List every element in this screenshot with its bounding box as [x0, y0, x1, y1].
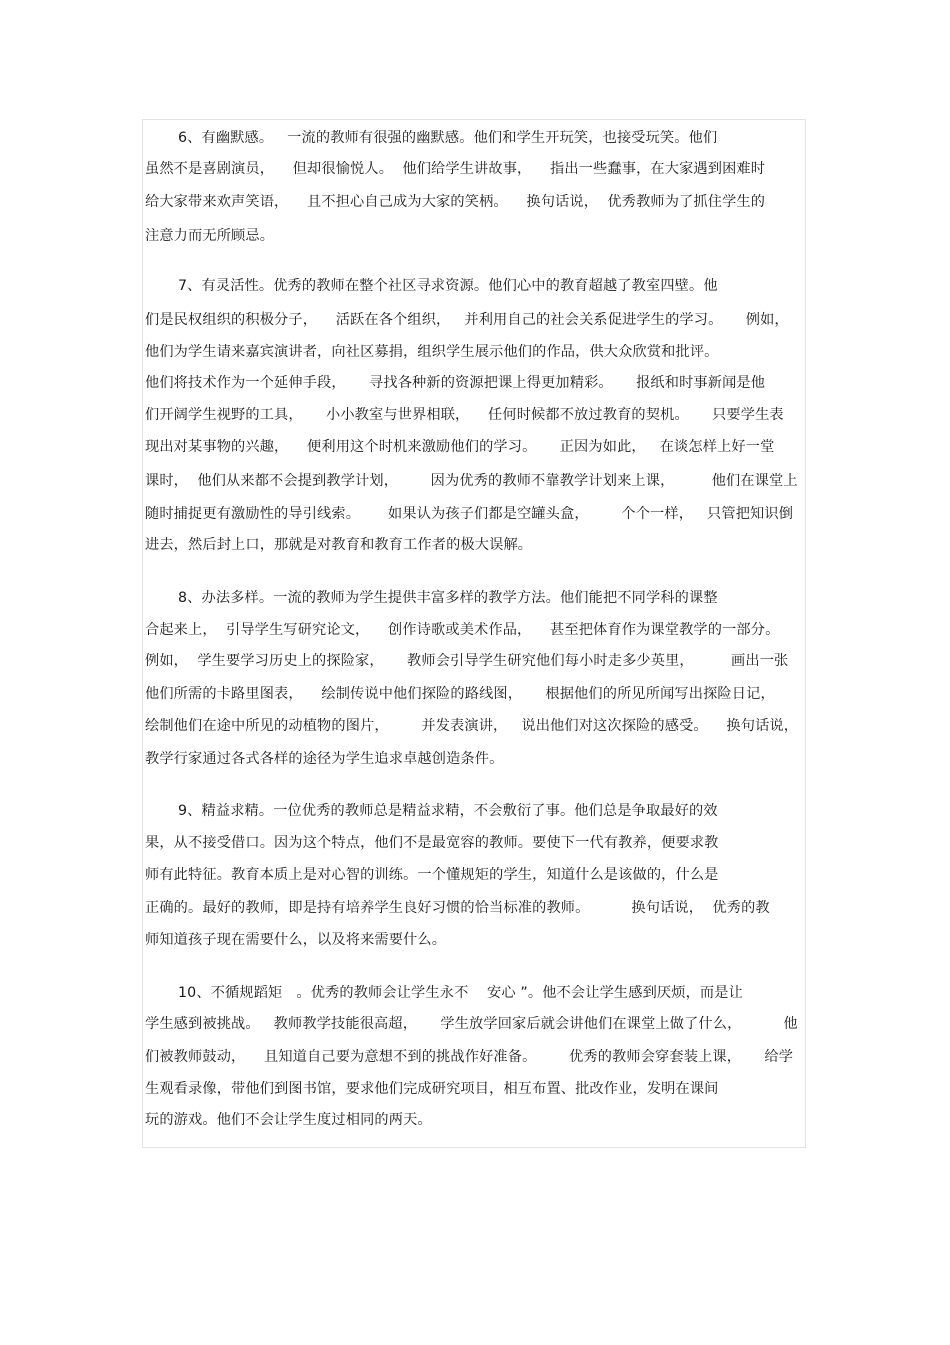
paragraph-10-line-2: 学生感到被挑战。 教师教学技能很高超， 学生放学回家后就会讲他们在课堂上做了什么， 他	[145, 1016, 798, 1032]
paragraph-9-line-2: 果，从不接受借口。因为这个特点，他们不是最宽容的教师。要使下一代有教养，便要求教	[145, 835, 719, 851]
paragraph-6-line-3: 给大家带来欢声笑语， 且不担心自己成为大家的笑柄。 换句话说， 优秀教师为了抓住学生的	[145, 194, 766, 210]
paragraph-6-line-1: 6、有幽默感。 一流的教师有很强的幽默感。他们和学生开玩笑，也接受玩笑。他们	[178, 130, 718, 146]
paragraph-7-line-7: 课时， 他们从来都不会提到教学计划， 因为优秀的教师不靠教学计划来上课， 他们在课堂上	[145, 473, 798, 489]
paragraph-10-line-4: 生观看录像，带他们到图书馆，要求他们完成研究项目，相互布置、批改作业，发明在课间	[145, 1081, 719, 1097]
paragraph-8-line-1: 8、办法多样。一流的教师为学生提供丰富多样的教学方法。他们能把不同学科的课整	[178, 590, 718, 606]
paragraph-7-line-5: 们开阔学生视野的工具， 小小教室与世界相联， 任何时候都不放过教育的契机。 只要学生表	[145, 407, 784, 423]
paragraph-8-line-3: 例如， 学生要学习历史上的探险家， 教师会引导学生研究他们每小时走多少英里， 画出一张	[145, 653, 789, 669]
paragraph-7-line-6: 现出对某事物的兴趣， 便利用这个时机来激励他们的学习。 正因为如此， 在谈怎样上好一堂	[145, 439, 775, 455]
paragraph-7-line-4: 他们将技术作为一个延伸手段， 寻找各种新的资源把课上得更加精彩。 报纸和时事新闻是他	[145, 375, 766, 391]
paragraph-9-line-4: 正确的。最好的教师，即是持有培养学生良好习惯的恰当标准的教师。 换句话说， 优秀的教	[145, 900, 770, 916]
paragraph-9-line-5: 师知道孩子现在需要什么，以及将来需要什么。	[145, 932, 447, 948]
paragraph-10-line-3: 们被教师鼓动， 且知道自己要为意想不到的挑战作好准备。 优秀的教师会穿套装上课， 给学	[145, 1049, 794, 1065]
paragraph-8-line-6: 教学行家通过各式各样的途径为学生追求卓越创造条件。	[145, 751, 504, 767]
paragraph-8-line-4: 他们所需的卡路里图表， 绘制传说中他们探险的路线图， 根据他们的所见所闻写出探险日记，	[145, 686, 775, 702]
paragraph-10-line-5: 玩的游戏。他们不会让学生度过相同的两天。	[145, 1112, 432, 1128]
paragraph-9-line-3: 师有此特征。教育本质上是对心智的训练。一个懂规矩的学生，知道什么是该做的，什么是	[145, 867, 719, 883]
paragraph-7-line-1: 7、有灵活性。优秀的教师在整个社区寻求资源。他们心中的教育超越了教室四壁。他	[178, 278, 718, 294]
paragraph-9-line-1: 9、精益求精。一位优秀的教师总是精益求精，不会敷衍了事。他们总是争取最好的效	[178, 803, 718, 819]
paragraph-6-line-2: 虽然不是喜剧演员， 但却很愉悦人。 他们给学生讲故事， 指出一些蠢事，在大家遇到困难时	[145, 161, 766, 177]
paragraph-10-line-1: 10、不循规蹈矩 。优秀的教师会让学生永不 安心 ”。他不会让学生感到厌烦，而是让	[178, 985, 743, 1001]
paragraph-8-line-5: 绘制他们在途中所见的动植物的图片， 并发表演讲， 说出他们对这次探险的感受。 换句话说，	[145, 718, 799, 734]
paragraph-7-line-9: 进去，然后封上口，那就是对教育和教育工作者的极大误解。	[145, 537, 533, 553]
paragraph-7-line-2: 们是民权组织的积极分子， 活跃在各个组织， 并利用自己的社会关系促进学生的学习。 例如，	[145, 312, 789, 328]
paragraph-8-line-2: 合起来上， 引导学生写研究论文， 创作诗歌或美术作品， 甚至把体育作为课堂教学的一部分。	[145, 622, 780, 638]
paragraph-6-line-4: 注意力而无所顾忌。	[145, 228, 275, 244]
paragraph-7-line-3: 他们为学生请来嘉宾演讲者，向社区募捐，组织学生展示他们的作品，供大众欣赏和批评。	[145, 344, 719, 360]
paragraph-7-line-8: 随时捕捉更有激励性的导引线索。 如果认为孩子们都是空罐头盒， 个个一样， 只管把知识倒	[145, 506, 794, 522]
